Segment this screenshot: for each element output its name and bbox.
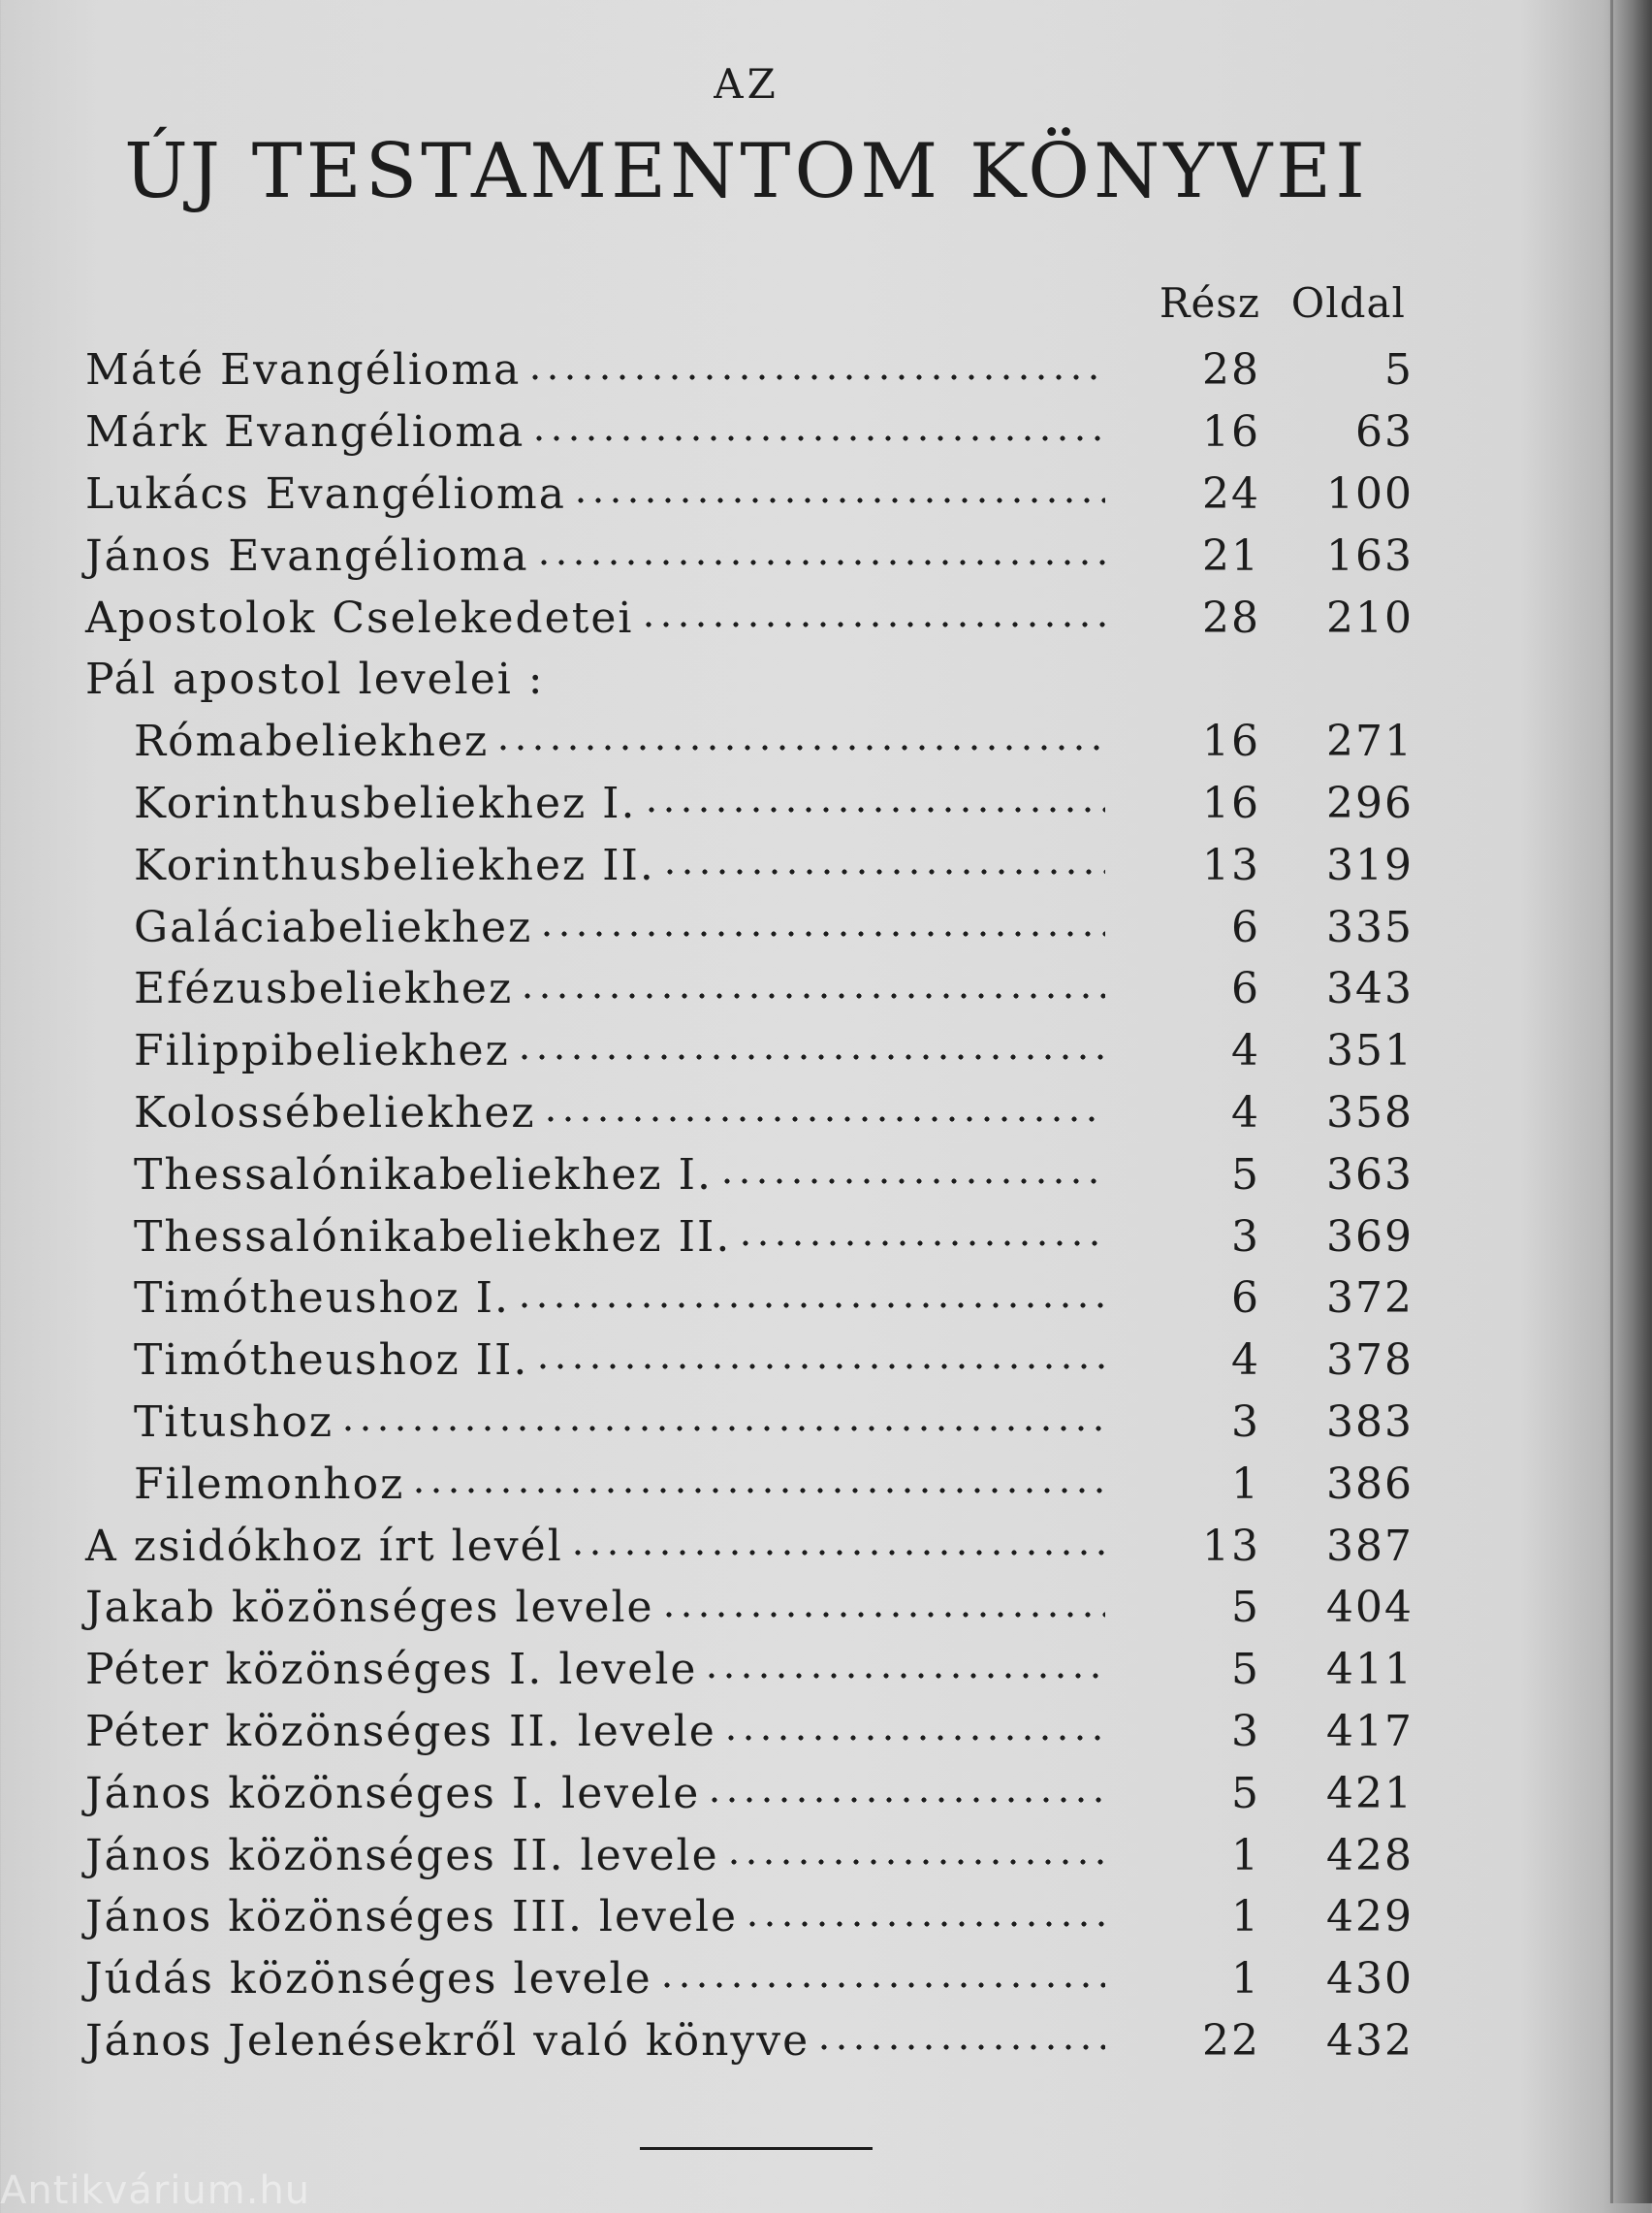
page-number: 411 bbox=[1326, 1645, 1414, 1695]
page-gutter-shadow bbox=[1607, 0, 1652, 2203]
page-number: 5 bbox=[1384, 345, 1414, 396]
toc-row bbox=[85, 401, 1414, 464]
page-number: 430 bbox=[1326, 1954, 1414, 2005]
toc-row bbox=[85, 587, 1414, 649]
book-title: Filippibeliekhez bbox=[134, 1026, 510, 1076]
toc-row bbox=[85, 1515, 1414, 1577]
page-edge-line bbox=[1610, 0, 1613, 2203]
page-number: 428 bbox=[1326, 1830, 1414, 1880]
toc-row bbox=[85, 773, 1414, 835]
chapter-count: 5 bbox=[1231, 1583, 1260, 1633]
chapter-count: 1 bbox=[1231, 1459, 1260, 1509]
page-number: 404 bbox=[1326, 1583, 1414, 1633]
chapter-count: 13 bbox=[1202, 840, 1260, 890]
toc-row bbox=[85, 1020, 1414, 1082]
chapter-count: 1 bbox=[1231, 1892, 1260, 1942]
book-title: Péter közönséges II. levele bbox=[85, 1706, 716, 1756]
page-number: 296 bbox=[1326, 778, 1414, 828]
dot-leader bbox=[572, 472, 1105, 515]
page-number: 421 bbox=[1326, 1768, 1414, 1818]
page-number: 343 bbox=[1326, 964, 1414, 1014]
toc-row bbox=[85, 711, 1414, 773]
dot-leader bbox=[744, 1896, 1105, 1939]
dot-leader bbox=[722, 1710, 1105, 1752]
book-title: Júdás közönséges levele bbox=[85, 1954, 652, 2005]
dot-leader bbox=[535, 534, 1105, 577]
book-title: Galáciabeliekhez bbox=[134, 902, 533, 952]
book-title: János Evangélioma bbox=[85, 530, 529, 581]
column-headers bbox=[0, 279, 1415, 334]
dot-leader bbox=[516, 1030, 1105, 1073]
watermark: Antikvárium.hu bbox=[0, 2168, 311, 2213]
chapter-count: 21 bbox=[1202, 530, 1260, 581]
page-number: 358 bbox=[1326, 1087, 1414, 1138]
dot-leader bbox=[516, 1277, 1105, 1320]
dot-leader bbox=[643, 782, 1105, 824]
page-number: 210 bbox=[1326, 593, 1414, 643]
book-title: Timótheushoz II. bbox=[134, 1335, 529, 1386]
book-title: A zsidókhoz írt levél bbox=[85, 1521, 563, 1571]
toc-row bbox=[85, 1762, 1414, 1824]
page-number: 163 bbox=[1326, 530, 1414, 581]
book-title: Korinthusbeliekhez II. bbox=[134, 840, 655, 890]
toc-row bbox=[85, 2010, 1414, 2072]
table-of-contents bbox=[85, 339, 1414, 2071]
book-title: János közönséges II. levele bbox=[85, 1830, 719, 1880]
dot-leader bbox=[658, 1958, 1105, 2001]
book-title: Lukács Evangélioma bbox=[85, 468, 567, 519]
dot-leader bbox=[542, 1091, 1105, 1134]
page-number: 387 bbox=[1326, 1521, 1414, 1571]
toc-row bbox=[85, 1267, 1414, 1330]
column-header-resz: Rész bbox=[1159, 279, 1260, 327]
toc-row bbox=[85, 1886, 1414, 1948]
dot-leader bbox=[725, 1834, 1105, 1876]
book-title: Timótheushoz I. bbox=[134, 1273, 510, 1324]
toc-row bbox=[85, 1701, 1414, 1763]
dot-leader bbox=[538, 906, 1105, 948]
toc-row bbox=[85, 1948, 1414, 2010]
book-title: Efézusbeliekhez bbox=[134, 964, 514, 1014]
dot-leader bbox=[718, 1153, 1105, 1196]
dot-leader bbox=[660, 1587, 1105, 1629]
page-number: 271 bbox=[1326, 717, 1414, 767]
dot-leader bbox=[569, 1524, 1105, 1567]
book-title: Máté Evangélioma bbox=[85, 345, 522, 396]
page-number: 63 bbox=[1355, 407, 1414, 458]
chapter-count: 16 bbox=[1202, 717, 1260, 767]
chapter-count: 13 bbox=[1202, 1521, 1260, 1571]
book-title: Korinthusbeliekhez I. bbox=[134, 778, 637, 828]
chapter-count: 6 bbox=[1231, 902, 1260, 952]
toc-row bbox=[85, 1330, 1414, 1392]
chapter-count: 28 bbox=[1202, 593, 1260, 643]
section-heading-row bbox=[85, 649, 1414, 711]
chapter-count: 16 bbox=[1202, 778, 1260, 828]
toc-row bbox=[85, 834, 1414, 896]
book-title: Péter közönséges I. levele bbox=[85, 1645, 698, 1695]
book-title: János közönséges III. levele bbox=[85, 1892, 739, 1942]
chapter-count: 4 bbox=[1231, 1026, 1260, 1076]
chapter-count: 28 bbox=[1202, 345, 1260, 396]
page-number: 100 bbox=[1326, 468, 1414, 519]
book-title: Titushoz bbox=[134, 1396, 334, 1447]
dot-leader bbox=[661, 844, 1105, 886]
chapter-count: 24 bbox=[1202, 468, 1260, 519]
page-number: 432 bbox=[1326, 2015, 1414, 2066]
page-number: 369 bbox=[1326, 1211, 1414, 1262]
chapter-count: 16 bbox=[1202, 407, 1260, 458]
toc-row bbox=[85, 1824, 1414, 1886]
toc-row bbox=[85, 1392, 1414, 1454]
closing-rule bbox=[640, 2147, 873, 2150]
dot-leader bbox=[551, 658, 1105, 701]
chapter-count: 5 bbox=[1231, 1149, 1260, 1200]
dot-leader bbox=[530, 411, 1105, 454]
chapter-count: 5 bbox=[1231, 1768, 1260, 1818]
title-prefix: AZ bbox=[714, 60, 779, 108]
page-number: 363 bbox=[1326, 1149, 1414, 1200]
page-number: 417 bbox=[1326, 1706, 1414, 1756]
page-number: 335 bbox=[1326, 902, 1414, 952]
toc-row bbox=[85, 896, 1414, 958]
chapter-count: 6 bbox=[1231, 964, 1260, 1014]
page-title: ÚJ TESTAMENTOM KÖNYVEI bbox=[124, 128, 1369, 215]
toc-row bbox=[85, 1453, 1414, 1515]
page-number: 351 bbox=[1326, 1026, 1414, 1076]
toc-row bbox=[85, 1205, 1414, 1267]
dot-leader bbox=[706, 1772, 1105, 1814]
dot-leader bbox=[703, 1649, 1105, 1691]
book-title: Filemonhoz bbox=[134, 1459, 405, 1509]
toc-row bbox=[85, 464, 1414, 526]
page-number: 378 bbox=[1326, 1335, 1414, 1386]
section-heading: Pál apostol levelei : bbox=[85, 655, 545, 705]
toc-row bbox=[85, 1082, 1414, 1144]
dot-leader bbox=[526, 349, 1105, 392]
dot-leader bbox=[494, 721, 1105, 763]
chapter-count: 5 bbox=[1231, 1645, 1260, 1695]
book-title: Márk Evangélioma bbox=[85, 407, 525, 458]
page-number: 319 bbox=[1326, 840, 1414, 890]
dot-leader bbox=[815, 2019, 1105, 2062]
book-title: János Jelenésekről való könyve bbox=[85, 2015, 810, 2066]
chapter-count: 3 bbox=[1231, 1211, 1260, 1262]
column-header-oldal: Oldal bbox=[1290, 279, 1406, 327]
toc-row bbox=[85, 339, 1414, 401]
chapter-count: 1 bbox=[1231, 1954, 1260, 2005]
book-title: Apostolok Cselekedetei bbox=[85, 593, 634, 643]
toc-row bbox=[85, 1577, 1414, 1639]
toc-row bbox=[85, 1143, 1414, 1205]
book-title: Thessalónikabeliekhez II. bbox=[134, 1211, 732, 1262]
book-title: Jakab közönséges levele bbox=[85, 1583, 654, 1633]
chapter-count: 6 bbox=[1231, 1273, 1260, 1324]
chapter-count: 22 bbox=[1202, 2015, 1260, 2066]
chapter-count: 4 bbox=[1231, 1087, 1260, 1138]
toc-row bbox=[85, 525, 1414, 587]
toc-row bbox=[85, 958, 1414, 1020]
page-number: 383 bbox=[1326, 1396, 1414, 1447]
book-title: Kolossébeliekhez bbox=[134, 1087, 536, 1138]
book-title: János közönséges I. levele bbox=[85, 1768, 701, 1818]
dot-leader bbox=[737, 1215, 1105, 1258]
dot-leader bbox=[640, 596, 1106, 639]
page-number: 372 bbox=[1326, 1273, 1414, 1324]
dot-leader bbox=[339, 1400, 1105, 1443]
chapter-count: 3 bbox=[1231, 1396, 1260, 1447]
toc-row bbox=[85, 1639, 1414, 1701]
dot-leader bbox=[534, 1339, 1105, 1382]
dot-leader bbox=[519, 968, 1105, 1010]
dot-leader bbox=[410, 1462, 1105, 1505]
page-number: 386 bbox=[1326, 1459, 1414, 1509]
book-title: Thessalónikabeliekhez I. bbox=[134, 1149, 713, 1200]
chapter-count: 4 bbox=[1231, 1335, 1260, 1386]
chapter-count: 3 bbox=[1231, 1706, 1260, 1756]
book-title: Rómabeliekhez bbox=[134, 717, 490, 767]
chapter-count: 1 bbox=[1231, 1830, 1260, 1880]
page-number: 429 bbox=[1326, 1892, 1414, 1942]
